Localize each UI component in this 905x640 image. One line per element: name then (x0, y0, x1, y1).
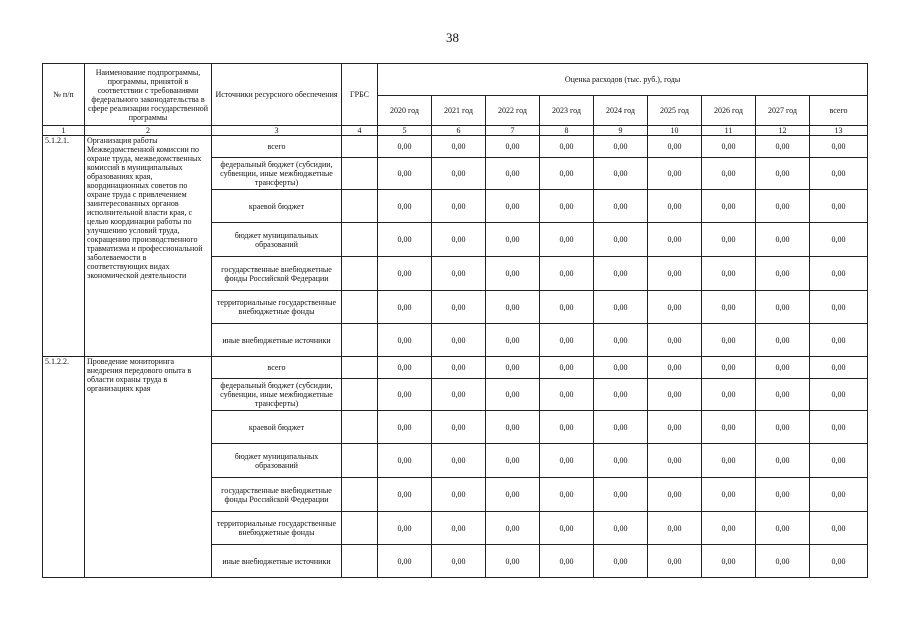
value-cell: 0,00 (702, 291, 756, 324)
value-cell: 0,00 (486, 223, 540, 257)
value-cell: 0,00 (486, 158, 540, 190)
value-cell: 0,00 (702, 190, 756, 223)
grbs-cell (342, 190, 378, 223)
value-cell: 0,00 (756, 357, 810, 379)
value-cell: 0,00 (486, 257, 540, 291)
grbs-cell (342, 291, 378, 324)
value-cell: 0,00 (540, 357, 594, 379)
grbs-cell (342, 444, 378, 478)
grbs-cell (342, 357, 378, 379)
value-cell: 0,00 (756, 190, 810, 223)
value-cell: 0,00 (648, 190, 702, 223)
value-cell: 0,00 (702, 223, 756, 257)
grbs-cell (342, 478, 378, 512)
value-cell: 0,00 (486, 136, 540, 158)
value-cell: 0,00 (432, 223, 486, 257)
value-cell: 0,00 (594, 379, 648, 411)
value-cell: 0,00 (756, 545, 810, 578)
value-cell: 0,00 (594, 512, 648, 545)
grbs-cell (342, 158, 378, 190)
value-cell: 0,00 (702, 136, 756, 158)
value-cell: 0,00 (486, 379, 540, 411)
value-cell: 0,00 (756, 444, 810, 478)
col-number: 8 (540, 126, 594, 136)
value-cell: 0,00 (756, 512, 810, 545)
header-year: 2025 год (648, 96, 702, 126)
value-cell: 0,00 (756, 478, 810, 512)
value-cell: 0,00 (540, 512, 594, 545)
header-year: 2026 год (702, 96, 756, 126)
header-grbs: ГРБС (342, 64, 378, 126)
value-cell: 0,00 (378, 136, 432, 158)
value-total-cell: 0,00 (810, 257, 868, 291)
grbs-cell (342, 136, 378, 158)
value-cell: 0,00 (378, 357, 432, 379)
value-cell: 0,00 (378, 257, 432, 291)
header-year: 2022 год (486, 96, 540, 126)
funding-source: территориальные государственные внебюджетные фонды (212, 512, 342, 545)
value-cell: 0,00 (648, 324, 702, 357)
col-number: 9 (594, 126, 648, 136)
value-cell: 0,00 (594, 291, 648, 324)
item-name: Организация работы Межведомственной комиссии по охране труда, межведомственных комиссий в муниципальных образованиях края, координационных советов по охране труда с привлечением заинтересованных органов исполнительной власти края, с целью координации работы по улучшению условий труда, сокращению производственного травматизма и профессиональной заболеваемости в соответствующих видах экономической деятельности (85, 136, 212, 357)
value-cell: 0,00 (756, 379, 810, 411)
value-cell: 0,00 (594, 444, 648, 478)
value-cell: 0,00 (648, 158, 702, 190)
value-cell: 0,00 (432, 257, 486, 291)
col-number: 13 (810, 126, 868, 136)
value-cell: 0,00 (702, 357, 756, 379)
value-cell: 0,00 (432, 478, 486, 512)
value-cell: 0,00 (486, 478, 540, 512)
table-row (43, 357, 868, 379)
value-cell: 0,00 (486, 291, 540, 324)
value-cell: 0,00 (486, 190, 540, 223)
value-cell: 0,00 (594, 357, 648, 379)
value-cell: 0,00 (594, 190, 648, 223)
value-cell: 0,00 (432, 324, 486, 357)
value-cell: 0,00 (540, 223, 594, 257)
value-total-cell: 0,00 (810, 190, 868, 223)
header-num: № п/п (43, 64, 85, 126)
value-cell: 0,00 (594, 411, 648, 444)
grbs-cell (342, 379, 378, 411)
value-cell: 0,00 (540, 190, 594, 223)
value-total-cell: 0,00 (810, 411, 868, 444)
value-cell: 0,00 (756, 257, 810, 291)
value-cell: 0,00 (378, 444, 432, 478)
funding-source: всего (212, 357, 342, 379)
header-year: 2021 год (432, 96, 486, 126)
funding-source: федеральный бюджет (субсидии, субвенции, иные межбюджетные трансферты) (212, 158, 342, 190)
value-cell: 0,00 (432, 158, 486, 190)
funding-source: федеральный бюджет (субсидии, субвенции, иные межбюджетные трансферты) (212, 379, 342, 411)
value-cell: 0,00 (540, 324, 594, 357)
funding-source: иные внебюджетные источники (212, 545, 342, 578)
col-number: 1 (43, 126, 85, 136)
value-cell: 0,00 (432, 545, 486, 578)
value-cell: 0,00 (378, 512, 432, 545)
value-cell: 0,00 (702, 324, 756, 357)
value-cell: 0,00 (432, 291, 486, 324)
value-cell: 0,00 (702, 411, 756, 444)
value-total-cell: 0,00 (810, 324, 868, 357)
grbs-cell (342, 223, 378, 257)
grbs-cell (342, 324, 378, 357)
col-number: 10 (648, 126, 702, 136)
value-cell: 0,00 (702, 512, 756, 545)
grbs-cell (342, 512, 378, 545)
value-cell: 0,00 (432, 136, 486, 158)
value-cell: 0,00 (648, 291, 702, 324)
value-cell: 0,00 (702, 444, 756, 478)
header-total: всего (810, 96, 868, 126)
value-cell: 0,00 (486, 357, 540, 379)
value-total-cell: 0,00 (810, 379, 868, 411)
budget-table-body (43, 136, 868, 578)
value-cell: 0,00 (702, 257, 756, 291)
value-cell: 0,00 (648, 357, 702, 379)
value-cell: 0,00 (594, 257, 648, 291)
value-cell: 0,00 (540, 478, 594, 512)
value-total-cell: 0,00 (810, 478, 868, 512)
value-total-cell: 0,00 (810, 291, 868, 324)
value-cell: 0,00 (486, 444, 540, 478)
value-cell: 0,00 (594, 158, 648, 190)
budget-table (42, 63, 868, 578)
value-cell: 0,00 (486, 411, 540, 444)
col-number: 6 (432, 126, 486, 136)
table-row (43, 136, 868, 158)
col-number: 7 (486, 126, 540, 136)
value-cell: 0,00 (486, 512, 540, 545)
value-cell: 0,00 (432, 444, 486, 478)
value-cell: 0,00 (540, 444, 594, 478)
value-cell: 0,00 (648, 257, 702, 291)
value-cell: 0,00 (378, 478, 432, 512)
funding-source: государственные внебюджетные фонды Российской Федерации (212, 257, 342, 291)
col-number: 5 (378, 126, 432, 136)
funding-source: государственные внебюджетные фонды Российской Федерации (212, 478, 342, 512)
col-number: 4 (342, 126, 378, 136)
item-code: 5.1.2.2. (43, 357, 85, 578)
value-cell: 0,00 (756, 136, 810, 158)
value-cell: 0,00 (540, 379, 594, 411)
item-name: Проведение мониторинга внедрения передового опыта в области охраны труда в организациях края (85, 357, 212, 578)
value-cell: 0,00 (378, 291, 432, 324)
value-total-cell: 0,00 (810, 136, 868, 158)
value-cell: 0,00 (432, 411, 486, 444)
value-total-cell: 0,00 (810, 545, 868, 578)
header-year: 2023 год (540, 96, 594, 126)
value-cell: 0,00 (594, 478, 648, 512)
value-cell: 0,00 (594, 545, 648, 578)
value-cell: 0,00 (540, 158, 594, 190)
value-cell: 0,00 (540, 136, 594, 158)
value-cell: 0,00 (648, 478, 702, 512)
col-number: 3 (212, 126, 342, 136)
value-total-cell: 0,00 (810, 444, 868, 478)
value-cell: 0,00 (702, 478, 756, 512)
value-cell: 0,00 (594, 136, 648, 158)
funding-source: бюджет муниципальных образований (212, 444, 342, 478)
funding-source: иные внебюджетные источники (212, 324, 342, 357)
value-cell: 0,00 (378, 190, 432, 223)
value-cell: 0,00 (648, 545, 702, 578)
header-estimate: Оценка расходов (тыс. руб.), годы (378, 64, 868, 96)
value-cell: 0,00 (432, 379, 486, 411)
value-cell: 0,00 (486, 324, 540, 357)
value-cell: 0,00 (702, 379, 756, 411)
col-number: 12 (756, 126, 810, 136)
value-cell: 0,00 (594, 324, 648, 357)
value-cell: 0,00 (432, 190, 486, 223)
value-cell: 0,00 (540, 257, 594, 291)
value-cell: 0,00 (648, 379, 702, 411)
value-cell: 0,00 (648, 444, 702, 478)
value-cell: 0,00 (648, 136, 702, 158)
value-cell: 0,00 (648, 512, 702, 545)
col-number: 2 (85, 126, 212, 136)
value-cell: 0,00 (648, 223, 702, 257)
value-total-cell: 0,00 (810, 223, 868, 257)
value-cell: 0,00 (756, 291, 810, 324)
item-code: 5.1.2.1. (43, 136, 85, 357)
col-number: 11 (702, 126, 756, 136)
value-total-cell: 0,00 (810, 158, 868, 190)
value-cell: 0,00 (702, 545, 756, 578)
value-cell: 0,00 (378, 545, 432, 578)
funding-source: краевой бюджет (212, 190, 342, 223)
value-cell: 0,00 (756, 411, 810, 444)
value-total-cell: 0,00 (810, 512, 868, 545)
value-cell: 0,00 (594, 223, 648, 257)
grbs-cell (342, 545, 378, 578)
value-cell: 0,00 (486, 545, 540, 578)
value-cell: 0,00 (702, 158, 756, 190)
header-year: 2020 год (378, 96, 432, 126)
funding-source: краевой бюджет (212, 411, 342, 444)
header-name: Наименование подпрограммы, программы, принятой в соответствии с требованиями федерального законодательства в сфере реализации государственной программы (85, 64, 212, 126)
value-cell: 0,00 (378, 379, 432, 411)
page-number: 38 (446, 30, 459, 45)
value-cell: 0,00 (378, 158, 432, 190)
header-source: Источники ресурсного обеспечения (212, 64, 342, 126)
value-cell: 0,00 (378, 223, 432, 257)
funding-source: всего (212, 136, 342, 158)
value-cell: 0,00 (756, 324, 810, 357)
value-cell: 0,00 (378, 324, 432, 357)
header-year: 2024 год (594, 96, 648, 126)
value-cell: 0,00 (540, 291, 594, 324)
value-cell: 0,00 (756, 223, 810, 257)
value-cell: 0,00 (756, 158, 810, 190)
value-cell: 0,00 (432, 512, 486, 545)
grbs-cell (342, 411, 378, 444)
value-cell: 0,00 (432, 357, 486, 379)
value-cell: 0,00 (540, 545, 594, 578)
header-year: 2027 год (756, 96, 810, 126)
value-cell: 0,00 (540, 411, 594, 444)
funding-source: территориальные государственные внебюджетные фонды (212, 291, 342, 324)
grbs-cell (342, 257, 378, 291)
value-cell: 0,00 (648, 411, 702, 444)
value-cell: 0,00 (378, 411, 432, 444)
value-total-cell: 0,00 (810, 357, 868, 379)
funding-source: бюджет муниципальных образований (212, 223, 342, 257)
